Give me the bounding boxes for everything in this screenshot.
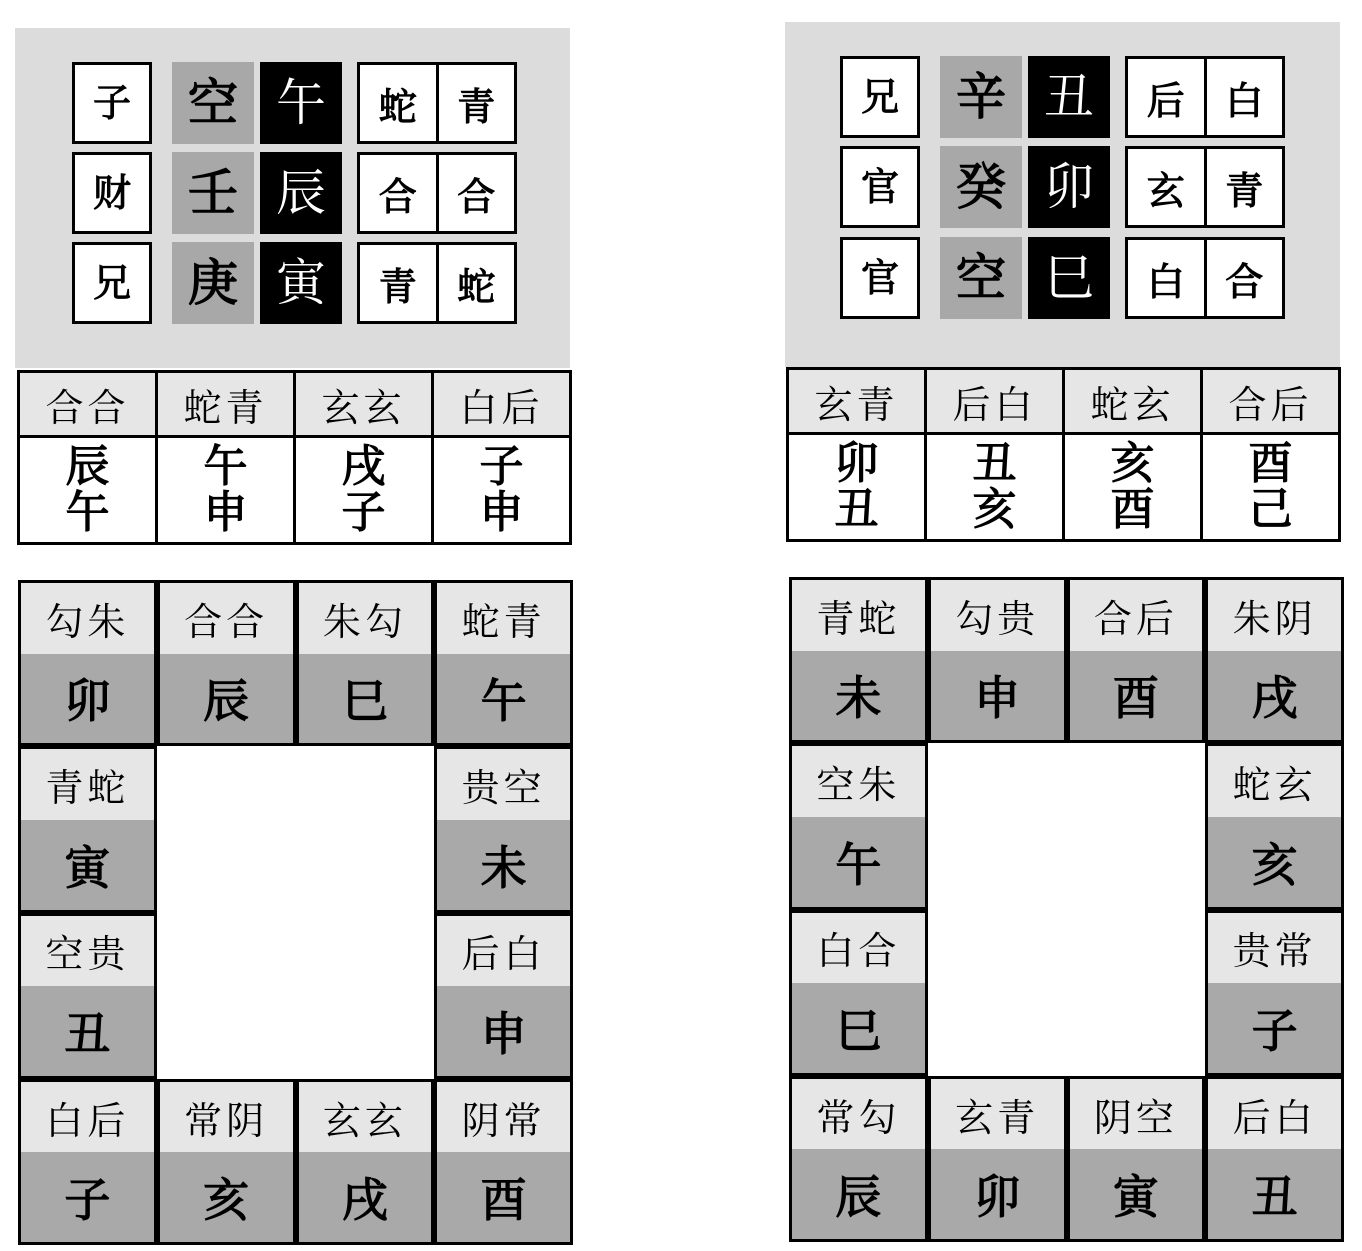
liuqin-box: 兄 [72, 242, 152, 324]
general-label: 合 [1204, 240, 1283, 316]
plate-branch: 子 [1208, 983, 1341, 1073]
liuqin-box: 子 [72, 62, 152, 144]
plate-generals: 青蛇 [21, 749, 154, 820]
plate-generals: 合合 [160, 583, 293, 654]
general-label: 合 [378, 174, 417, 219]
zhi-box: 巳 [1028, 237, 1110, 319]
plate-cell [18, 580, 157, 746]
general-label: 合 [436, 155, 515, 231]
lesson-upper: 戌 [341, 441, 386, 492]
plate-generals: 朱勾 [299, 583, 432, 654]
lesson-lower: 子 [341, 487, 386, 538]
general-pair-box [357, 62, 517, 144]
plate-generals: 朱阴 [1208, 580, 1341, 651]
lesson-branches [295, 437, 433, 544]
general-pair-box [1125, 146, 1285, 228]
general-label: 青 [378, 264, 417, 309]
lesson-branches [19, 437, 157, 544]
gan-box: 辛 [940, 56, 1022, 138]
lesson-generals: 蛇青 [157, 372, 295, 437]
plate-cell [1205, 743, 1344, 909]
plate-generals: 玄青 [931, 1079, 1064, 1150]
lesson-branches [926, 434, 1064, 541]
liuqin-box: 官 [840, 237, 920, 319]
plate-generals: 白合 [792, 913, 925, 984]
plate-generals: 后白 [1208, 1079, 1341, 1150]
general-pair-box [357, 152, 517, 234]
lesson-branches [157, 437, 295, 544]
plate-generals: 贵常 [1208, 913, 1341, 984]
plate-cell [157, 1079, 296, 1245]
lesson-lower: 亥 [972, 484, 1017, 535]
plate-cell [1067, 1076, 1206, 1242]
plate-branch: 亥 [160, 1152, 293, 1242]
plate-generals: 勾朱 [21, 583, 154, 654]
lesson-generals: 玄玄 [295, 372, 433, 437]
lesson-upper: 子 [479, 441, 524, 492]
lesson-generals: 后白 [926, 369, 1064, 434]
plate-cell [434, 580, 573, 746]
plate-generals: 青蛇 [792, 580, 925, 651]
plate-cell [1205, 1076, 1344, 1242]
general-label: 蛇 [436, 245, 515, 321]
gan-box: 壬 [172, 152, 254, 234]
plate-cell [296, 580, 435, 746]
general-label: 蛇 [378, 84, 417, 129]
plate-generals: 白后 [21, 1082, 154, 1153]
lesson-lower: 酉 [1110, 484, 1155, 535]
lesson-branches [1202, 434, 1340, 541]
plate-branch: 戌 [1208, 651, 1341, 741]
lesson-lower: 午 [65, 487, 110, 538]
plate-cell [18, 913, 157, 1079]
lesson-generals: 蛇玄 [1064, 369, 1202, 434]
lesson-lower: 己 [1248, 484, 1293, 535]
general-label: 白 [1204, 59, 1283, 135]
general-label: 青 [436, 65, 515, 141]
lesson-generals: 合合 [19, 372, 157, 437]
plate-branch: 丑 [1208, 1149, 1341, 1239]
four-lessons-table [17, 370, 572, 545]
plate-cell [18, 746, 157, 912]
plate-branch: 亥 [1208, 817, 1341, 907]
plate-branch: 丑 [21, 986, 154, 1076]
general-label: 玄 [1146, 168, 1185, 213]
lesson-upper: 亥 [1110, 438, 1155, 489]
plate-branch: 酉 [1070, 651, 1203, 741]
zhi-box: 卯 [1028, 146, 1110, 228]
plate-branch: 申 [437, 986, 570, 1076]
plate-generals: 后白 [437, 916, 570, 987]
plate-branch: 申 [931, 651, 1064, 741]
plate-branch: 未 [437, 820, 570, 910]
lesson-branches [788, 434, 926, 541]
plate-cell [789, 1076, 928, 1242]
lesson-lower: 申 [479, 487, 524, 538]
liuqin-box: 财 [72, 152, 152, 234]
plate-generals: 合后 [1070, 580, 1203, 651]
plate-generals: 贵空 [437, 749, 570, 820]
plate-branch: 寅 [21, 820, 154, 910]
plate-branch: 辰 [792, 1149, 925, 1239]
lesson-branches [433, 437, 571, 544]
plate-generals: 空贵 [21, 916, 154, 987]
plate-generals: 蛇青 [437, 583, 570, 654]
plate-cell [789, 743, 928, 909]
plate-cell [789, 577, 928, 743]
plate-branch: 戌 [299, 1152, 432, 1242]
lesson-upper: 酉 [1248, 438, 1293, 489]
zhi-box: 寅 [260, 242, 342, 324]
plate-cell [1205, 577, 1344, 743]
plate-cell [928, 1076, 1067, 1242]
plate-branch: 午 [437, 654, 570, 744]
general-label: 白 [1146, 259, 1185, 304]
lesson-upper: 午 [203, 441, 248, 492]
zhi-box: 午 [260, 62, 342, 144]
liuqin-box: 官 [840, 146, 920, 228]
gan-box: 空 [172, 62, 254, 144]
plate-branch: 酉 [437, 1152, 570, 1242]
plate-cell [434, 746, 573, 912]
gan-box: 癸 [940, 146, 1022, 228]
plate-branch: 午 [792, 817, 925, 907]
lesson-branches [1064, 434, 1202, 541]
general-pair-box [357, 242, 517, 324]
general-label: 青 [1204, 149, 1283, 225]
plate-generals: 阴常 [437, 1082, 570, 1153]
lesson-generals: 玄青 [788, 369, 926, 434]
liuqin-box: 兄 [840, 56, 920, 138]
plate-branch: 卯 [21, 654, 154, 744]
plate-generals: 玄玄 [299, 1082, 432, 1153]
zhi-box: 辰 [260, 152, 342, 234]
plate-center [157, 746, 435, 1079]
general-pair-box [1125, 237, 1285, 319]
plate-branch: 未 [792, 651, 925, 741]
plate-generals: 蛇玄 [1208, 746, 1341, 817]
plate-cell [928, 577, 1067, 743]
lesson-generals: 合后 [1202, 369, 1340, 434]
plate-generals: 常勾 [792, 1079, 925, 1150]
plate-cell [434, 1079, 573, 1245]
gan-box: 庚 [172, 242, 254, 324]
lesson-generals: 白后 [433, 372, 571, 437]
general-pair-box [1125, 56, 1285, 138]
plate-branch: 巳 [299, 654, 432, 744]
zhi-box: 丑 [1028, 56, 1110, 138]
plate-branch: 寅 [1070, 1149, 1203, 1239]
plate-center [928, 743, 1206, 1076]
plate-generals: 阴空 [1070, 1079, 1203, 1150]
lesson-upper: 丑 [972, 438, 1017, 489]
plate-branch: 巳 [792, 983, 925, 1073]
plate-branch: 卯 [931, 1149, 1064, 1239]
plate-generals: 常阴 [160, 1082, 293, 1153]
plate-cell [1067, 577, 1206, 743]
lesson-upper: 卯 [834, 438, 879, 489]
plate-generals: 空朱 [792, 746, 925, 817]
plate-branch: 辰 [160, 654, 293, 744]
plate-generals: 勾贵 [931, 580, 1064, 651]
general-label: 后 [1146, 78, 1185, 123]
plate-cell [1205, 910, 1344, 1076]
lesson-upper: 辰 [65, 441, 110, 492]
gan-box: 空 [940, 237, 1022, 319]
lesson-lower: 丑 [834, 484, 879, 535]
plate-cell [434, 913, 573, 1079]
plate-cell [157, 580, 296, 746]
four-lessons-table [786, 367, 1341, 542]
plate-branch: 子 [21, 1152, 154, 1242]
plate-cell [18, 1079, 157, 1245]
plate-cell [789, 910, 928, 1076]
lesson-lower: 申 [203, 487, 248, 538]
plate-cell [296, 1079, 435, 1245]
